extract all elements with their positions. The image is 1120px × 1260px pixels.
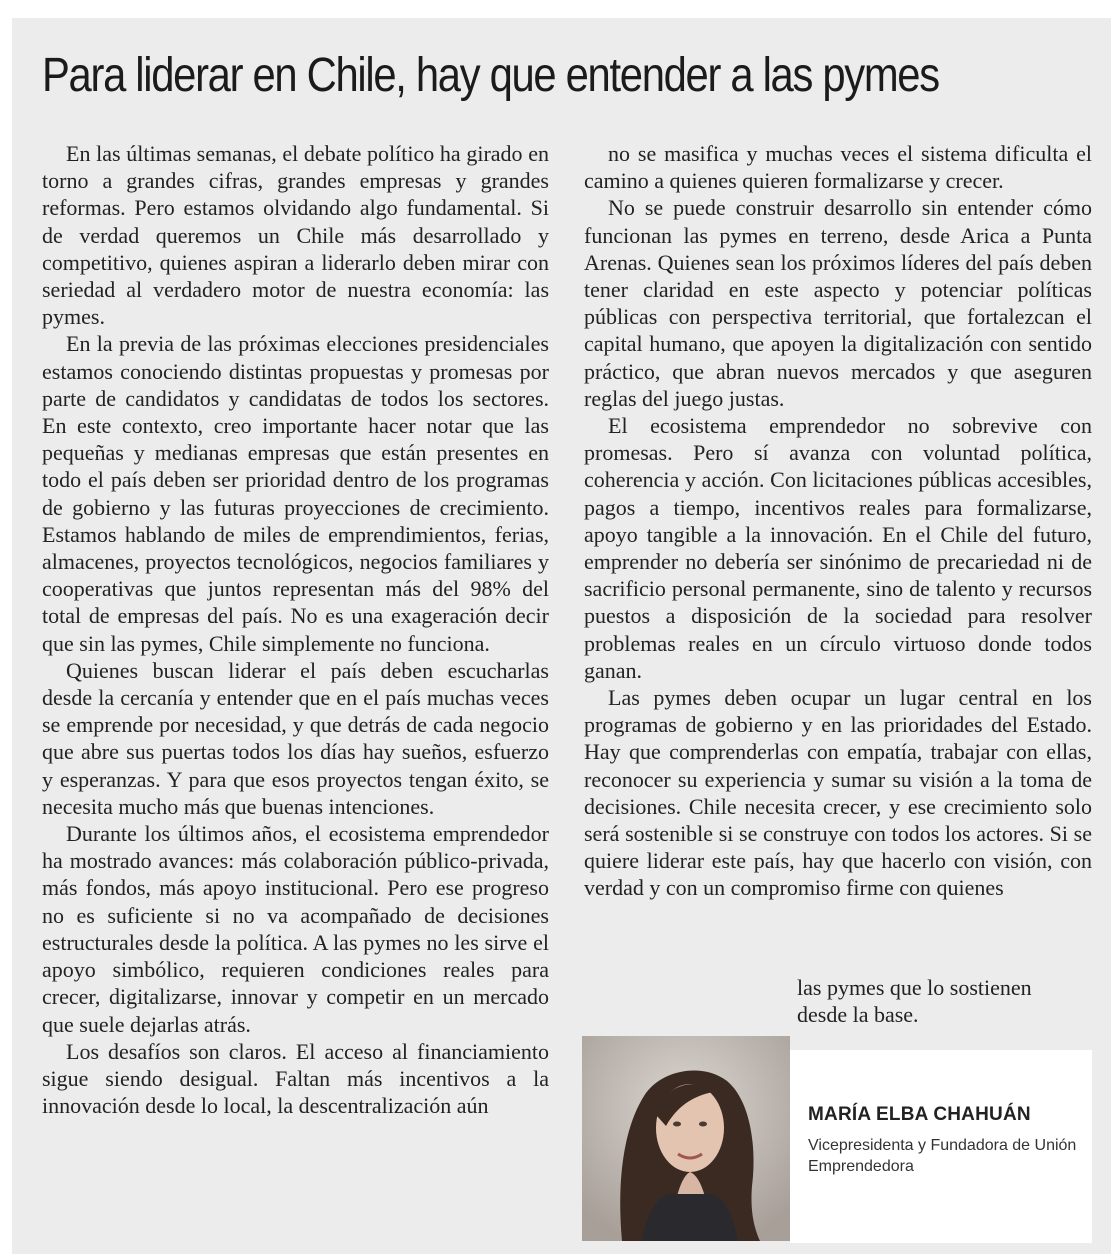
paragraph: No se puede construir desarrollo sin entender cómo funcionan las pymes en terreno, desde Arica a Punta Arenas. Quienes sean los próximos líderes del país deben tener claridad en este aspecto y potenciar políticas públicas con perspectiva territorial, que fortalezcan el capital humano, que apoyen la digitalización con sentido práctico, que abran nuevos mercados y que aseguren reglas del juego justas. (584, 195, 1092, 411)
author-byline (790, 1050, 1092, 1243)
author-name: MARÍA ELBA CHAHUÁN (808, 1104, 1031, 1125)
author-role: Vicepresidenta y Fundadora de Unión Emprendedora (808, 1137, 1077, 1175)
closing-lines (797, 974, 1032, 1028)
article-column-left (42, 140, 549, 1119)
closing-line: las pymes que lo sostienen (797, 975, 1032, 1000)
paragraph: no se masifica y muchas veces el sistema dificulta el camino a quienes quieren formalizarse y crecer. (584, 141, 1092, 194)
paragraph: En las últimas semanas, el debate político ha girado en torno a grandes cifras, grandes empresas y grandes reformas. Pero estamos olvidando algo fundamental. Si de verdad queremos un Chile más desarrollado y competitivo, quienes aspiran a liderarlo deben mirar con seriedad al verdadero motor de nuestra economía: las pymes. (42, 141, 549, 330)
paragraph: Quienes buscan liderar el país deben escucharlas desde la cercanía y entender que en el país muchas veces se emprende por necesidad, y que detrás de cada negocio que abre sus puertas todos los días hay sueños, esfuerzo y esperanzas. Y para que esos proyectos tengan éxito, se necesita mucho más que buenas intenciones. (42, 657, 549, 819)
headline: Para liderar en Chile, hay que entender a las pymes (42, 49, 939, 102)
paragraph: Las pymes deben ocupar un lugar central en los programas de gobierno y en las prioridades del Estado. Hay que comprenderlas con empatía, trabajar con ellas, reconocer su experiencia y sumar su visión a la toma de decisiones. Chile necesita crecer, y ese crecimiento solo será sostenible si se construye con todos los actores. Si se quiere liderar este país, hay que hacerlo con visión, con verdad y con un compromiso firme con quienes (584, 685, 1092, 901)
author-photo (582, 1036, 790, 1241)
article-clipping (12, 18, 1111, 1254)
article-column-right (584, 140, 1092, 1035)
paragraph: El ecosistema emprendedor no sobrevive con promesas. Pero sí avanza con voluntad política, coherencia y acción. Con licitaciones públicas accesibles, pagos a tiempo, incentivos reales para formalizarse, apoyo tangible a la innovación. En el Chile del futuro, emprender no debería ser sinónimo de precariedad ni de sacrificio personal permanente, sino de talento y recursos puestos a disposición de la sociedad para resolver problemas reales en un círculo virtuoso donde todos ganan. (584, 413, 1092, 683)
paragraph: Durante los últimos años, el ecosistema emprendedor ha mostrado avances: más colaboración público-privada, más fondos, más apoyo institucional. Pero ese progreso no es suficiente si no va acompañado de decisiones estructurales desde la política. A las pymes no les sirve el apoyo simbólico, requieren condiciones reales para crecer, digitalizarse, innovar y competir en un mercado que suele dejarlas atrás. (42, 821, 549, 1037)
author-portrait-icon (582, 1036, 790, 1241)
paragraph: En la previa de las próximas elecciones presidenciales estamos conociendo distintas propuestas y promesas por parte de candidatos y candidatas de todos los sectores. En este contexto, creo importante hacer notar que las pequeñas y medianas empresas que están presentes en todo el país deben ser prioridad dentro de los programas de gobierno y las futuras proyecciones de crecimiento. Estamos hablando de miles de emprendimientos, ferias, almacenes, proyectos tecnológicos, negocios familiares y cooperativas que juntos representan más del 98% del total de empresas del país. No es una exageración decir que sin las pymes, Chile simplemente no funciona. (42, 331, 549, 656)
closing-line: desde la base. (797, 1002, 919, 1028)
paragraph: Los desafíos son claros. El acceso al financiamiento sigue siendo desigual. Faltan más incentivos a la innovación desde lo local, la descentralización aún (42, 1038, 549, 1119)
